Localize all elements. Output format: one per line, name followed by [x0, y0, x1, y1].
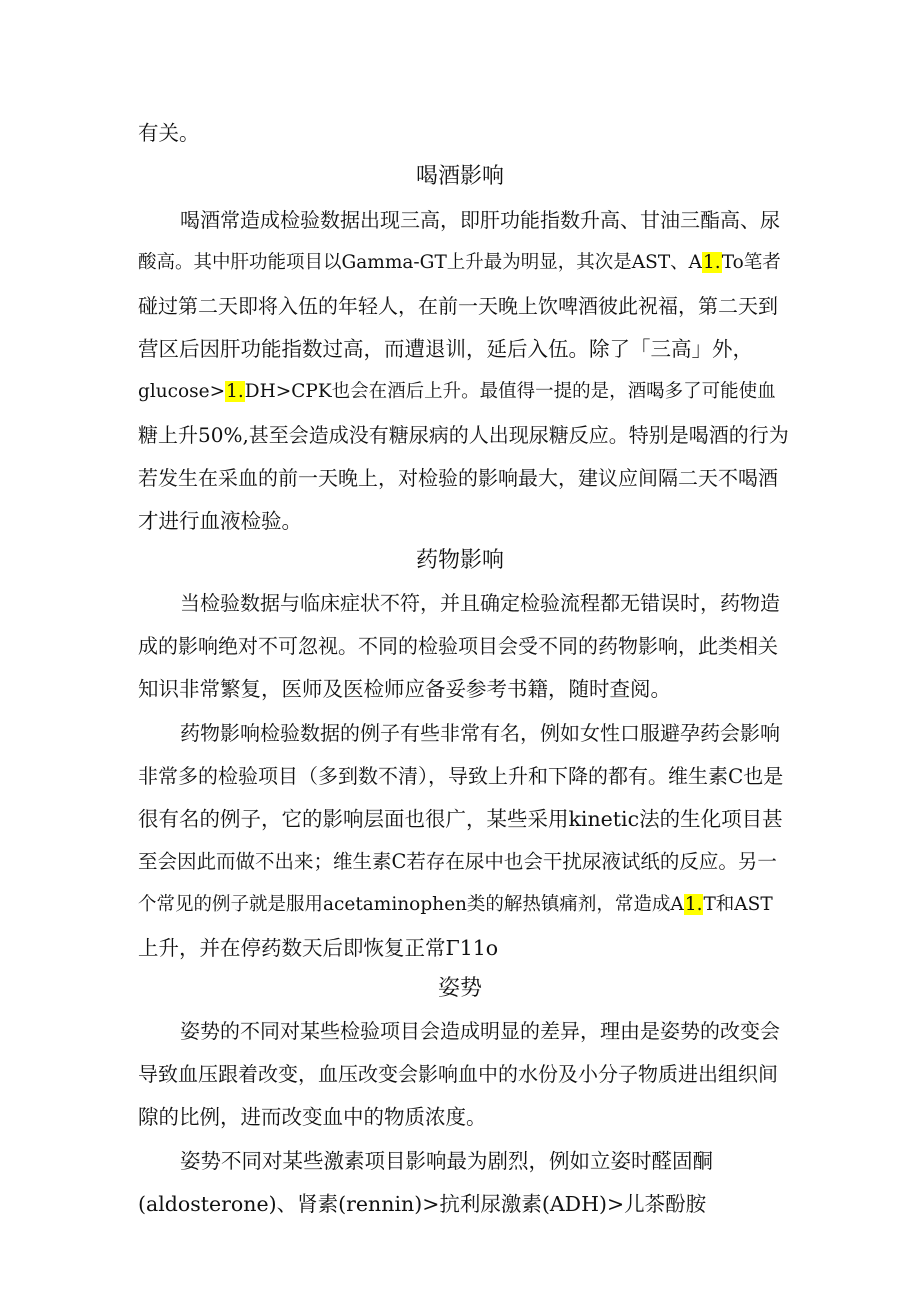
text-run: 酸高。其中肝功能项目以Gamma-GT上升最为明显，其次是AST、A	[138, 252, 703, 273]
text-line: 药物影响检验数据的例子有些非常有名，例如女性口服避孕药会影响	[180, 721, 780, 745]
text-run: glucose>	[138, 381, 226, 402]
text-line: (aldosterone)、肾素(rennin)>抗利尿激素(ADH)>儿茶酚胺	[138, 1192, 707, 1216]
text-line: 碰过第二天即将入伍的年轻人，在前一天晚上饮啤酒彼此祝福，第二天到	[138, 294, 778, 318]
text-run: DH>CPK也会在酒后上升。最值得一提的是，酒喝多了可能使血	[244, 381, 776, 402]
text-line: 非常多的检验项目（多到数不清），导致上升和下降的都有。维生素C也是	[138, 764, 784, 788]
text-line: 很有名的例子，它的影响层面也很广，某些采用kinetic法的生化项目甚	[138, 807, 783, 831]
text-line: 才进行血液检验。	[138, 509, 302, 533]
text-line: 当检验数据与临床症状不符，并且确定检验流程都无错误时，药物造	[180, 591, 780, 615]
text-line: 隙的比例，进而改变血中的物质浓度。	[138, 1105, 487, 1129]
text-line	[138, 377, 788, 407]
text-line	[138, 890, 788, 920]
text-line: 若发生在采血的前一天晚上，对检验的影响最大，建议应间隔二天不喝酒	[138, 466, 778, 490]
section-heading-drug: 药物影响	[415, 548, 504, 573]
text-line: 导致血压跟着改变，血压改变会影响血中的水份及小分子物质进出组织间	[138, 1062, 778, 1086]
text-line: 喝酒常造成检验数据出现三高，即肝功能指数升高、甘油三酯高、尿	[180, 208, 780, 232]
text-line: 成的影响绝对不可忽视。不同的检验项目会受不同的药物影响，此类相关	[138, 634, 778, 658]
text-run: To笔者	[721, 252, 781, 273]
text-line: 姿势不同对某些激素项目影响最为剧烈，例如立姿时醛固酮	[180, 1149, 713, 1173]
text-line: 糖上升50%,甚至会造成没有糖尿病的人出现尿糖反应。特别是喝酒的行为	[138, 423, 789, 447]
section-heading-alcohol: 喝酒影响	[415, 164, 504, 189]
highlighted-text: 1.	[703, 252, 721, 273]
text-line: 知识非常繁复，医师及医检师应备妥参考书籍，随时查阅。	[138, 677, 671, 701]
text-line: 上升，并在停药数天后即恢复正常Γ11o	[138, 936, 499, 960]
text-line: 至会因此而做不出来；维生素C若存在尿中也会干扰尿液试纸的反应。另一	[138, 850, 777, 873]
text-run: 个常见的例子就是服用acetaminophen类的解热镇痛剂，常造成A	[138, 894, 684, 915]
text-run: T和AST	[703, 894, 773, 915]
text-line: 营区后因肝功能指数过高，而遭退训，延后入伍。除了「三高」外，	[138, 337, 753, 361]
text-line: 姿势的不同对某些检验项目会造成明显的差异，理由是姿势的改变会	[180, 1019, 780, 1043]
section-heading-posture: 姿势	[437, 976, 482, 1001]
text-line: 有关。	[138, 121, 200, 145]
highlighted-text: 1.	[226, 381, 244, 402]
text-line	[138, 248, 788, 278]
highlighted-text: 1.	[684, 894, 703, 915]
